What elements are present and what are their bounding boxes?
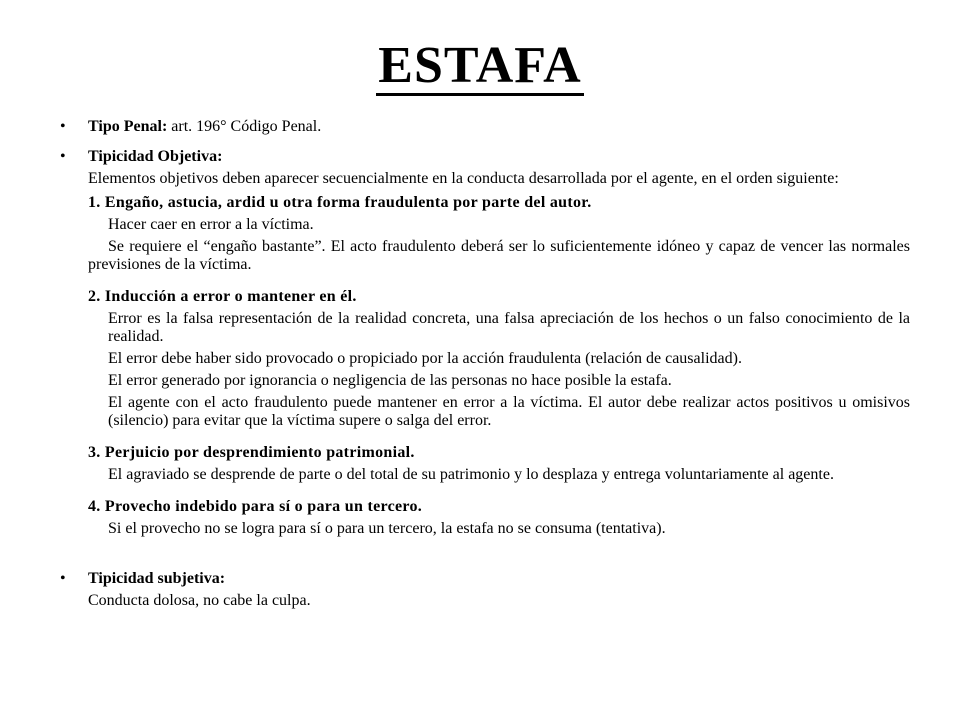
item-4 [88, 498, 910, 538]
tipo-penal-text: art. 196° Código Penal. [171, 118, 322, 135]
tipicidad-objetiva-label: Tipicidad Objetiva: [88, 148, 223, 165]
item-4-paragraph: Si el provecho no se logra para sí o para un tercero, la estafa no se consuma (tentativa). [108, 520, 666, 537]
item-2 [88, 288, 910, 430]
bullet-tipo-penal [60, 118, 910, 136]
item-2-paragraph: Error es la falsa representación de la realidad concreta, una falsa apreciación de los hechos o un falso conocimiento de la realidad. [108, 310, 910, 345]
item-2-paragraph: El error generado por ignorancia o negligencia de las personas no hace posible la estafa. [108, 372, 672, 389]
item-3 [88, 444, 910, 484]
item-2-paragraph: El error debe haber sido provocado o propiciado por la acción fraudulenta (relación de causalidad). [108, 350, 742, 367]
tipicidad-subjetiva-text: Conducta dolosa, no cabe la culpa. [88, 592, 311, 609]
bullet-tipicidad-subjetiva [60, 570, 910, 610]
item-1 [88, 194, 910, 274]
tipo-penal-label: Tipo Penal: [88, 118, 168, 135]
slide-content [60, 118, 910, 610]
item-2-heading: 2. Inducción a error o mantener en él. [88, 288, 357, 305]
bullet-marker: • [60, 118, 66, 135]
title-text: ESTAFA [378, 37, 582, 94]
tipicidad-subjetiva-label: Tipicidad subjetiva: [88, 570, 226, 587]
bullet-marker: • [60, 570, 66, 587]
item-4-heading: 4. Provecho indebido para sí o para un tercero. [88, 498, 423, 515]
bullet-tipicidad-objetiva [60, 148, 910, 538]
item-3-heading: 3. Perjuicio por desprendimiento patrimonial. [88, 444, 415, 461]
item-1-paragraph: Se requiere el “engaño bastante”. El acto fraudulento deberá ser lo suficientemente idóneo y capaz de vencer las normales previsiones de la víctima. [88, 238, 910, 273]
item-1-heading: 1. Engaño, astucia, ardid u otra forma fraudulenta por parte del autor. [88, 194, 592, 211]
item-1-paragraph: Hacer caer en error a la víctima. [108, 216, 314, 233]
item-3-paragraph: El agraviado se desprende de parte o del total de su patrimonio y lo desplaza y entrega voluntariamente al agente. [108, 466, 834, 483]
slide-title [0, 36, 960, 96]
tipicidad-objetiva-intro: Elementos objetivos deben aparecer secuencialmente en la conducta desarrollada por el agente, en el orden siguiente: [88, 170, 839, 187]
bullet-marker: • [60, 148, 66, 165]
item-2-paragraph: El agente con el acto fraudulento puede mantener en error a la víctima. El autor debe realizar actos positivos u omisivos (silencio) para evitar que la víctima supere o salga del error. [108, 394, 910, 429]
